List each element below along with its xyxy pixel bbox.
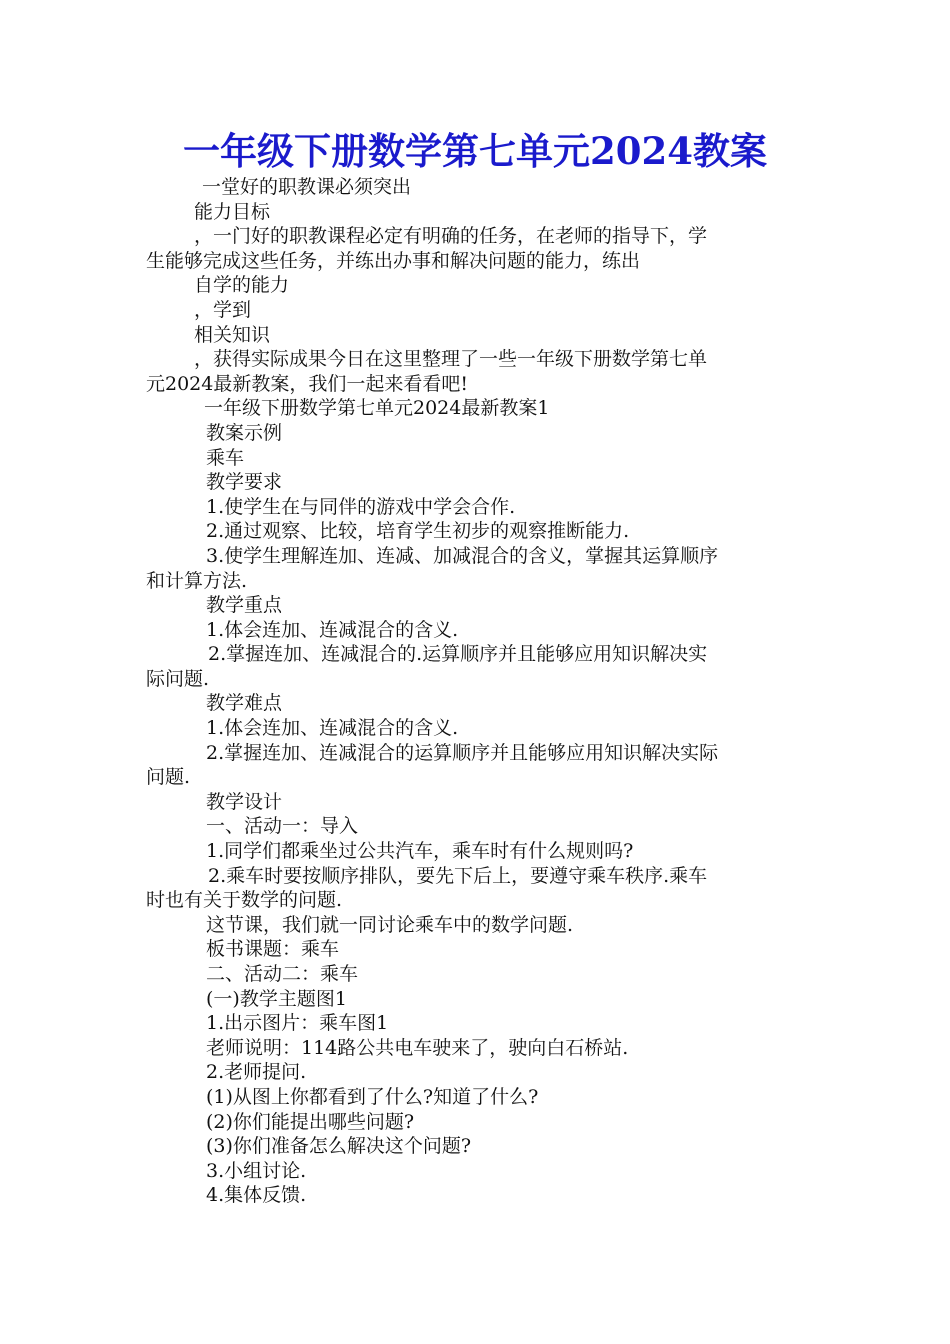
paragraph-line: 教学难点 bbox=[206, 692, 283, 715]
paragraph-line: 教学重点 bbox=[206, 594, 283, 617]
paragraph-line: 这节课，我们就一同讨论乘车中的数学问题. bbox=[206, 913, 574, 936]
paragraph-line: 际问题. bbox=[146, 667, 210, 690]
paragraph-line: 2.掌握连加、连减混合的.运算顺序并且能够应用知识解决实 bbox=[208, 643, 708, 666]
paragraph-line: 1.使学生在与同伴的游戏中学会合作. bbox=[206, 495, 516, 518]
paragraph-line: 自学的能力 bbox=[194, 274, 290, 297]
paragraph-line: 能力目标 bbox=[194, 200, 271, 223]
paragraph-line: 和计算方法. bbox=[146, 569, 248, 592]
paragraph-line: 4.集体反馈. bbox=[206, 1184, 307, 1207]
document-title: 一年级下册数学第七单元2024教案 bbox=[183, 129, 767, 173]
paragraph-line: ，获得实际成果今日在这里整理了一些一年级下册数学第七单 bbox=[194, 348, 708, 371]
paragraph-line: ，一门好的职教课程必定有明确的任务，在老师的指导下，学 bbox=[194, 225, 708, 248]
paragraph-line: ，学到 bbox=[194, 298, 252, 321]
paragraph-line: 1.同学们都乘坐过公共汽车，乘车时有什么规则吗? bbox=[206, 840, 634, 863]
paragraph-line: 一年级下册数学第七单元2024最新教案1 bbox=[204, 397, 550, 420]
paragraph-line: 老师说明：114路公共电车驶来了，驶向白石桥站. bbox=[206, 1036, 629, 1059]
paragraph-line: 1.体会连加、连减混合的含义. bbox=[206, 618, 459, 641]
paragraph-line: 教案示例 bbox=[206, 421, 283, 444]
paragraph-line: (1)从图上你都看到了什么?知道了什么? bbox=[206, 1085, 539, 1108]
paragraph-line: 1.体会连加、连减混合的含义. bbox=[206, 717, 459, 740]
paragraph-line: (2)你们能提出哪些问题? bbox=[206, 1110, 415, 1133]
paragraph-line: (3)你们准备怎么解决这个问题? bbox=[206, 1135, 472, 1158]
paragraph-line: 2.通过观察、比较，培育学生初步的观察推断能力. bbox=[206, 520, 630, 543]
paragraph-line: 元2024最新教案，我们一起来看看吧! bbox=[146, 372, 468, 395]
paragraph-line: 3.小组讨论. bbox=[206, 1159, 307, 1182]
paragraph-line: 教学要求 bbox=[206, 471, 283, 494]
paragraph-line: 时也有关于数学的问题. bbox=[146, 889, 343, 912]
paragraph-line: 2.掌握连加、连减混合的运算顺序并且能够应用知识解决实际 bbox=[206, 741, 719, 764]
paragraph-line: 2.老师提问. bbox=[206, 1061, 307, 1084]
document-body bbox=[146, 175, 810, 1208]
paragraph-line: 一、活动一：导入 bbox=[206, 815, 359, 838]
paragraph-line: 相关知识 bbox=[194, 323, 271, 346]
paragraph-line: 问题. bbox=[146, 766, 191, 789]
paragraph-line: 教学设计 bbox=[206, 790, 283, 813]
paragraph-line: (一)教学主题图1 bbox=[206, 987, 347, 1010]
paragraph-line: 2.乘车时要按顺序排队，要先下后上，要遵守乘车秩序.乘车 bbox=[208, 864, 708, 887]
paragraph-line: 乘车 bbox=[206, 446, 245, 469]
paragraph-line: 3.使学生理解连加、连减、加减混合的含义，掌握其运算顺序 bbox=[206, 544, 719, 567]
paragraph-line: 一堂好的职教课必须突出 bbox=[202, 176, 412, 198]
paragraph-line: 二、活动二：乘车 bbox=[206, 963, 359, 985]
paragraph-line: 板书课题：乘车 bbox=[206, 938, 340, 961]
paragraph-line: 生能够完成这些任务，并练出办事和解决问题的能力，练出 bbox=[146, 249, 641, 272]
paragraph-line: 1.出示图片：乘车图1 bbox=[206, 1012, 389, 1035]
